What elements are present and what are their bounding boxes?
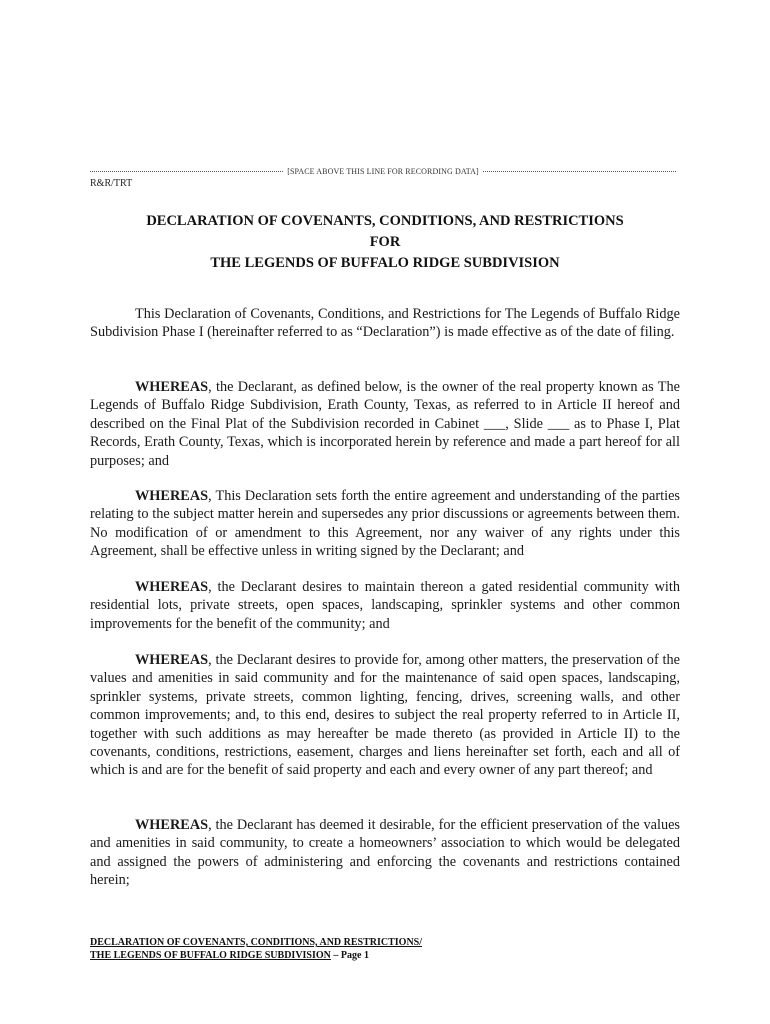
reference-code: R&R/TRT <box>90 178 133 189</box>
whereas-paragraph-4 <box>90 651 680 780</box>
title-line-2: FOR <box>369 234 401 250</box>
document-title <box>90 211 680 274</box>
recording-data-line <box>90 167 676 176</box>
footer-line-2 <box>90 949 422 962</box>
whereas-paragraph-1-block <box>90 378 680 470</box>
recording-divider-left <box>90 171 283 172</box>
whereas-paragraph-2-text: , This Declaration sets forth the entire agreement and understanding of the parties relating to the subject matter herein and supersedes any prior discussions or agreements between them. No modification of or amendment to this Agreement, nor any waiver of any rights under this Agreement, shall be effective unless in writing signed by the Declarant; and <box>90 488 680 560</box>
whereas-paragraph-4-block <box>90 651 680 780</box>
whereas-paragraph-3-text: , the Declarant desires to maintain thereon a gated residential community with residential lots, private streets, open spaces, landscaping, sprinkler systems and other common improvements for the benefit of the community; and <box>90 579 680 632</box>
footer-line-1: DECLARATION OF COVENANTS, CONDITIONS, AND RESTRICTIONS/ <box>90 937 423 948</box>
whereas-label: WHEREAS <box>135 652 209 668</box>
whereas-label: WHEREAS <box>135 379 209 395</box>
whereas-paragraph-2-block <box>90 487 680 561</box>
footer-page-number: – Page 1 <box>330 950 369 961</box>
whereas-paragraph-5-block <box>90 816 680 890</box>
whereas-paragraph-3 <box>90 578 680 633</box>
whereas-paragraph-3-block <box>90 578 680 633</box>
whereas-paragraph-5 <box>90 816 680 890</box>
intro-paragraph: This Declaration of Covenants, Conditions, and Restrictions for The Legends of Buffalo Ridge Subdivision Phase I (hereinafter referred to as “Declaration”) is made effective as of the date of filing. <box>90 306 680 341</box>
whereas-label: WHEREAS <box>135 817 209 833</box>
footer-subdivision-name: THE LEGENDS OF BUFFALO RIDGE SUBDIVISION <box>90 950 331 961</box>
title-line-1: DECLARATION OF COVENANTS, CONDITIONS, AND RESTRICTIONS <box>146 213 624 229</box>
recording-divider-right <box>483 171 676 172</box>
whereas-label: WHEREAS <box>135 579 209 595</box>
whereas-paragraph-1-text: , the Declarant, as defined below, is the owner of the real property known as The Legends of Buffalo Ridge Subdivision, Erath County, Texas, as referred to in Article II hereof and described on the Final Plat of the Subdivision recorded in Cabinet ___, Slide ___ as to Phase I, Plat Records, Erath County, Texas, which is incorporated herein by reference and made a part hereof for all purposes; and <box>90 379 680 469</box>
whereas-paragraph-2 <box>90 487 680 561</box>
whereas-label: WHEREAS <box>135 488 209 504</box>
whereas-paragraph-1 <box>90 378 680 470</box>
recording-label: [SPACE ABOVE THIS LINE FOR RECORDING DATA] <box>287 167 479 176</box>
page-footer <box>90 936 422 962</box>
whereas-paragraph-4-text: , the Declarant desires to provide for, among other matters, the preservation of the values and amenities in said community and for the maintenance of said open spaces, landscaping, sprinkler systems, private streets, common lighting, fencing, drives, screening walls, and other common improvements; and, to this end, desires to subject the real property referred to in Article II, together with such additions as may hereafter be made thereto (as provided in Article II) to the covenants, conditions, restrictions, easement, charges and liens hereinafter set forth, each and all of which is and are for the benefit of said property and each and every owner of any part thereof; and <box>90 652 680 779</box>
title-line-3: THE LEGENDS OF BUFFALO RIDGE SUBDIVISION <box>210 255 560 271</box>
whereas-paragraph-5-text: , the Declarant has deemed it desirable, for the efficient preservation of the values and amenities in said community, to create a homeowners’ association to which would be delegated and assigned the powers of administering and enforcing the covenants and restrictions contained herein; <box>90 817 680 889</box>
intro-paragraph-block <box>90 305 680 342</box>
